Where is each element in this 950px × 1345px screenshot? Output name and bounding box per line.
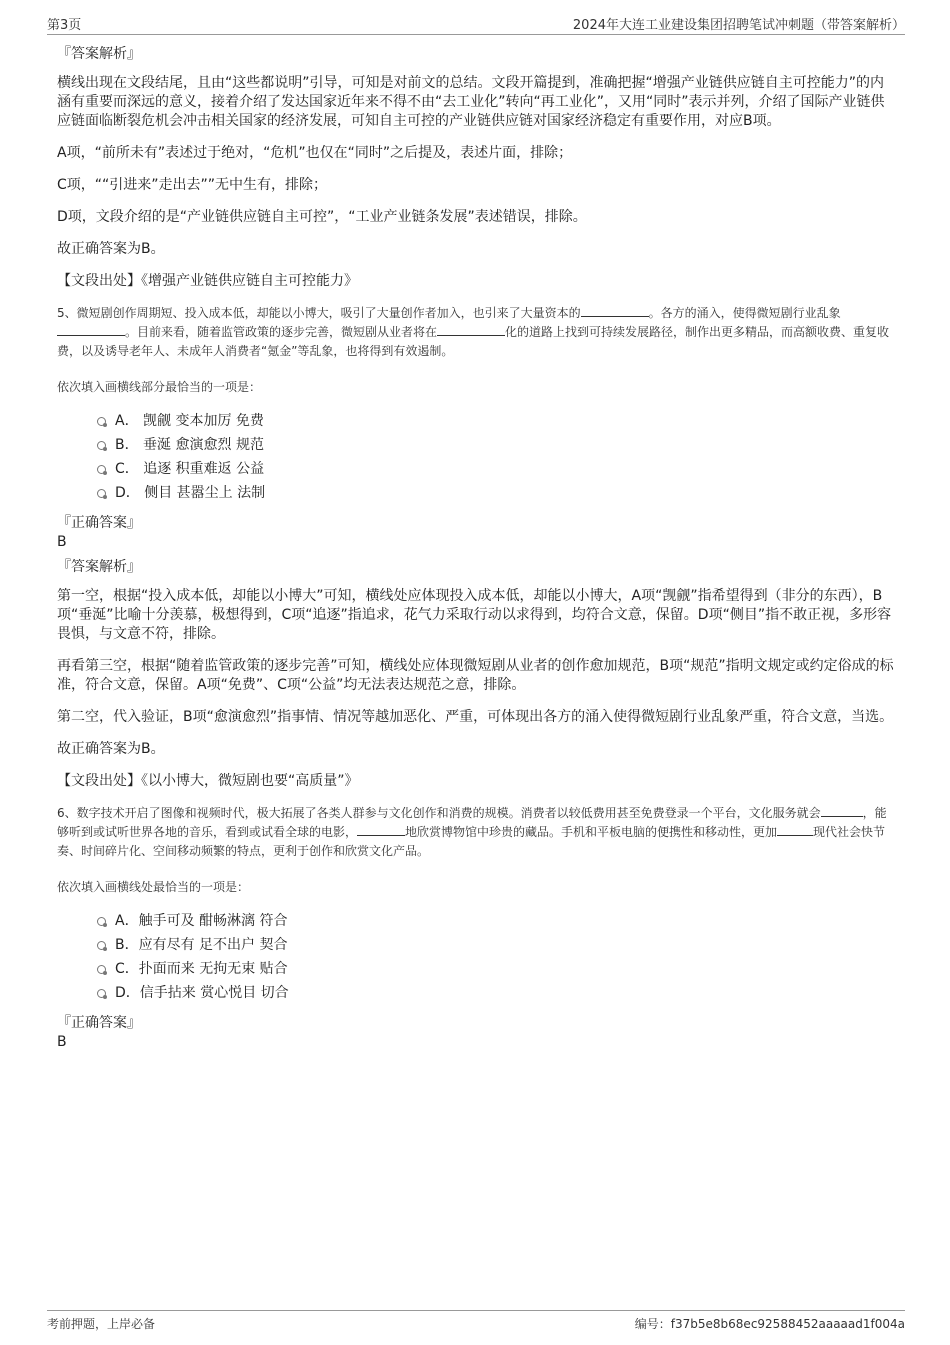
prev-question-analysis (57, 44, 895, 291)
fill-blank (777, 823, 813, 836)
analysis-paragraph: A项，“前所未有”表述过于绝对，“危机”也仅在“同时”之后提及，表述片面，排除； (57, 145, 573, 161)
source-citation: 【文段出处】《以小博大，微短剧也要“高质量”》 (57, 773, 359, 789)
radio-icon[interactable] (97, 941, 106, 950)
radio-icon[interactable] (97, 489, 106, 498)
analysis-paragraph: 第二空，代入验证，B项“愈演愈烈”指事情、情况等越加恶化、严重，可体现出各方的涌入使得微短剧行业乱象严重，符合文意，当选。 (57, 709, 894, 725)
fill-blank (581, 304, 649, 317)
footer-slogan: 考前押题，上岸必备 (47, 1317, 156, 1331)
page-number: 第3页 (47, 18, 82, 33)
option-a[interactable]: A．触手可及 酣畅淋漓 符合 (95, 911, 895, 935)
question-prompt: 依次填入画横线部分最恰当的一项是： (57, 380, 262, 394)
document-title: 2024年大连工业建设集团招聘笔试冲刺题（带答案解析） (572, 18, 905, 33)
question-6 (57, 804, 895, 1051)
option-d[interactable]: D．信手拈来 赏心悦目 切合 (95, 983, 895, 1007)
analysis-paragraph: 第一空，根据“投入成本低，却能以小博大”可知，横线处应体现投入成本低，却能以小博大，A项“觊觎”指希望得到（非分的东西），B项“垂涎”比喻十分羡慕，极想得到，C项“追逐”指追求，花气力采取行动以求得到，均符合文意，保留。D项“侧目”指不敢正视，多形容畏惧，与文意不符，排除。 (57, 588, 892, 642)
source-citation: 【文段出处】《增强产业链供应链自主可控能力》 (57, 273, 358, 289)
analysis-paragraph: 故正确答案为B。 (57, 241, 165, 257)
correct-answer-label: 『正确答案』 (57, 1015, 141, 1031)
option-c[interactable]: C． 追逐 积重难返 公益 (95, 459, 895, 483)
fill-blank (57, 323, 125, 336)
analysis-label: 『答案解析』 (57, 46, 141, 62)
correct-answer-label: 『正确答案』 (57, 515, 141, 531)
option-list (95, 411, 895, 507)
radio-icon[interactable] (97, 965, 106, 974)
analysis-paragraph: 再看第三空，根据“随着监管政策的逐步完善”可知，横线处应体现微短剧从业者的创作愈加规范，B项“规范”指明文规定或约定俗成的标准，符合文意，保留。A项“免费”、C项“公益”均无法表达规范之意，排除。 (57, 658, 894, 693)
analysis-paragraph: 故正确答案为B。 (57, 741, 165, 757)
question-prompt: 依次填入画横线处最恰当的一项是： (57, 880, 250, 894)
document-code: 编号：f37b5e8b68ec92588452aaaaad1f004a (634, 1317, 905, 1331)
question-5 (57, 304, 895, 791)
analysis-paragraph: D项，文段介绍的是“产业链供应链自主可控”，“工业产业链条发展”表述错误，排除。 (57, 209, 587, 225)
fill-blank (357, 823, 405, 836)
option-d[interactable]: D． 侧目 甚嚣尘上 法制 (95, 483, 895, 507)
radio-icon[interactable] (97, 917, 106, 926)
correct-answer: B (57, 1034, 67, 1050)
fill-blank (821, 804, 863, 817)
analysis-label: 『答案解析』 (57, 559, 141, 575)
option-c[interactable]: C．扑面而来 无拘无束 贴合 (95, 959, 895, 983)
question-stem: 5、微短剧创作周期短、投入成本低，却能以小博大，吸引了大量创作者加入，也引来了大量资本的 。各方的涌入，使得微短剧行业乱象。目前来看，随着监管政策的逐步完善，微短剧从业者将在 化的道路上找到可持续发展路径，制作出更多精品，而高额收费、重复收费，以及诱导老年人、未成年人消费者“氪金”等乱象，也将得到有效遏制。 (57, 306, 890, 358)
page-footer (47, 1310, 905, 1335)
radio-icon[interactable] (97, 441, 106, 450)
analysis-paragraph: 横线出现在文段结尾，且由“这些都说明”引导，可知是对前文的总结。文段开篇提到，准确把握“增强产业链供应链自主可控能力”的内涵有重要而深远的意义，接着介绍了发达国家近年来不得不由“去工业化”转向“再工业化”，又用“同时”表示并列，介绍了国际产业链供应链面临断裂危机会冲击相关国家的经济发展，可知自主可控的产业链供应链对国家经济稳定有重要作用，对应B项。 (57, 75, 885, 129)
option-a[interactable]: A． 觊觎 变本加厉 免费 (95, 411, 895, 435)
document-content (57, 44, 895, 1057)
correct-answer: B (57, 534, 67, 550)
option-b[interactable]: B．应有尽有 足不出户 契合 (95, 935, 895, 959)
option-b[interactable]: B． 垂涎 愈演愈烈 规范 (95, 435, 895, 459)
radio-icon[interactable] (97, 465, 106, 474)
analysis-paragraph: C项，““引进来”走出去””无中生有，排除； (57, 177, 328, 193)
radio-icon[interactable] (97, 989, 106, 998)
page-header (47, 12, 905, 35)
radio-icon[interactable] (97, 417, 106, 426)
option-list (95, 911, 895, 1007)
question-stem: 6、数字技术开启了图像和视频时代，极大拓展了各类人群参与文化创作和消费的规模。消费者以较低费用甚至免费登录一个平台，文化服务就会 ，能够听到或试听世界各地的音乐，看到或试看全球的电影， 地欣赏博物馆中珍贵的藏品。手机和平板电脑的便携性和移动性，更加 现代社会快节奏、时间碎片化、空间移动频繁的特点，更利于创作和欣赏文化产品。 (57, 806, 887, 858)
fill-blank (437, 323, 505, 336)
